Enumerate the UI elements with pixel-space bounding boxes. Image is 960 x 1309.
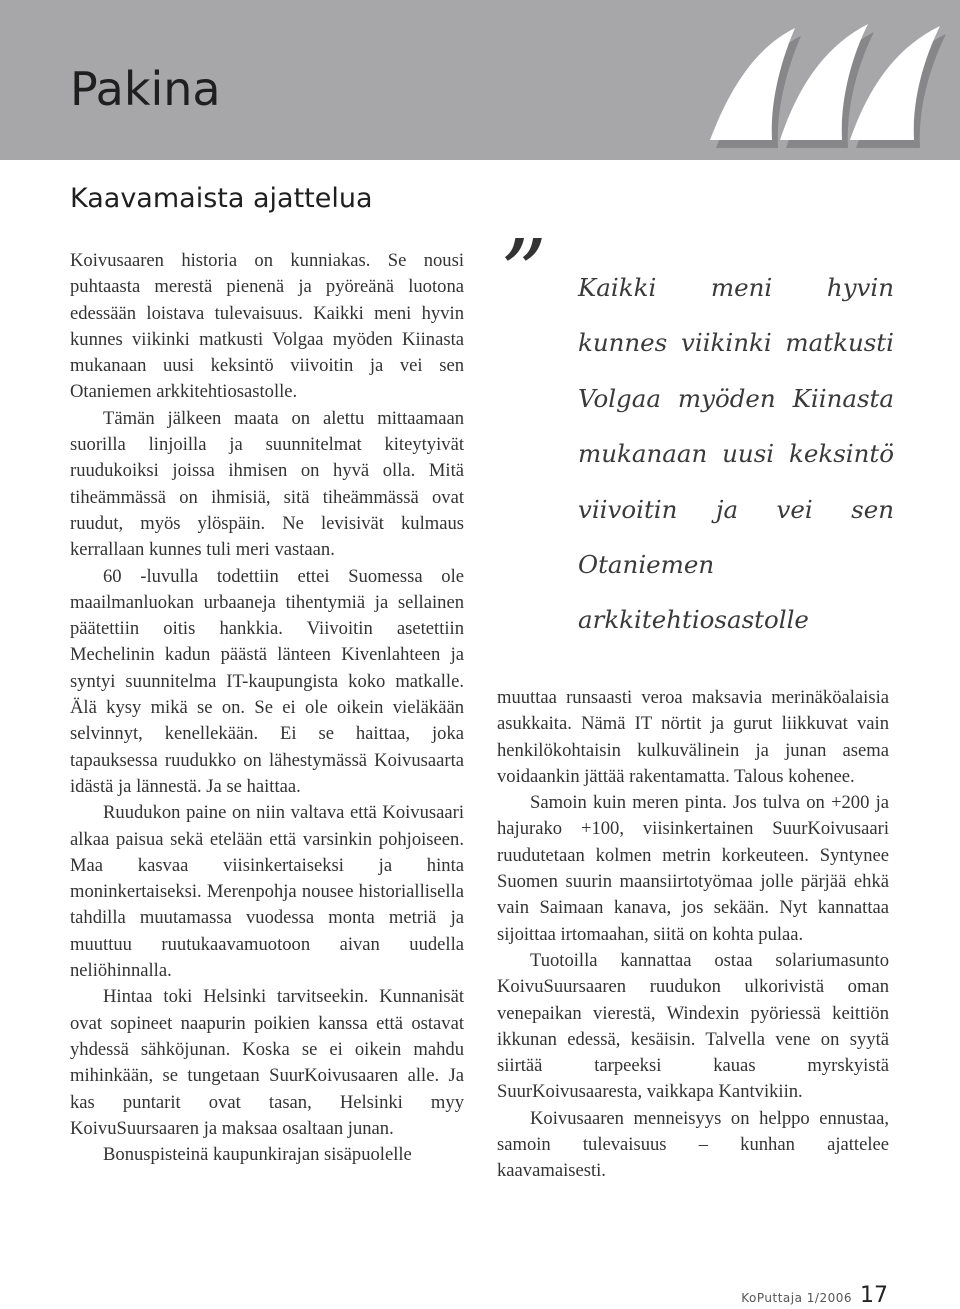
page-footer — [741, 1283, 888, 1308]
page-number: 17 — [860, 1283, 888, 1308]
header-band — [0, 0, 960, 160]
article-column-right — [497, 685, 889, 1185]
section-title: Pakina — [70, 62, 221, 116]
paragraph: Koivusaaren historia on kunniakas. Se nousi puhtaasta merestä pienenä ja pyöreänä luotona edessään loistava tulevaisuus. Kaikki meni hyvin kunnes viikinki matkusti Volgaa myöden Kiinasta mukanaan uusi keksintö viivoitin ja vei sen Otaniemen arkkitehtiosastolle. — [70, 250, 464, 403]
paragraph: muuttaa runsaasti veroa maksavia merinäköalaisia asukkaita. Nämä IT nörtit ja gurut liikkuvat vain henkilökohtaisin kulkuvälinein ja junan asema voidaankin jättää rakentamatta. Talous kohenee. — [497, 687, 889, 787]
pull-quote: Kaikki meni hyvin kunnes viikinki matkusti Volgaa myöden Kiinasta mukanaan uusi keksintö viivoitin ja vei sen Otaniemen arkkitehtiosastolle — [578, 273, 894, 635]
quote-mark-icon: ” — [500, 220, 548, 327]
viking-sails-logo — [700, 8, 960, 148]
paragraph: Bonuspisteinä kaupunkirajan sisäpuolelle — [103, 1144, 412, 1166]
paragraph: Tuotoilla kannattaa ostaa solariumasunto KoivuSuursaaren ruudukon ulkorivistä oman venepaikan vierestä, Windexin pyöriessä keittiön ikkunan edessä, kesäisin. Talvella vene on syytä siirtää tarpeeksi kauas myrskyistä SuurKoivusaaresta, vaikkapa Kantvikiin. — [497, 949, 889, 1103]
paragraph: Tämän jälkeen maata on alettu mittaamaan suorilla linjoilla ja suunnitelmat kiteytyivät ruudukoiksi joissa ihmisen on hyvä olla. Mitä tiheämmässä on ihmisiä, sitä tiheämmässä ovat ruudut, myös ylöspäin. Ne levisivät kulmaus kerrallaan kunnes tuli meri vastaan. — [70, 407, 464, 561]
paragraph: 60 -luvulla todettiin ettei Suomessa ole maailmanluokan urbaaneja tihentymiä ja sellainen päätettiin oitis hankkia. Viivoitin asetettiin Mechelinin kadun päästä länteen Kivenlahteen ja syntyi suunnitelma IT-kaupungista koko matkalle. Älä kysy mikä se on. Se ei ole oikein vieläkään selvinnyt, kenellekään. Ei se haittaa, joka tapauksessa ruudukko on lähestymässä Koivusaarta idästä ja lännestä. Ja se haittaa. — [70, 565, 464, 797]
publication-name: KoPuttaja 1/2006 — [741, 1291, 852, 1305]
article-title: Kaavamaista ajattelua — [70, 183, 373, 214]
article-column-left — [70, 248, 464, 1168]
paragraph: Koivusaaren menneisyys on helppo ennustaa, samoin tulevaisuus – kunhan ajattelee kaavamaisesti. — [497, 1107, 889, 1182]
paragraph: Hintaa toki Helsinki tarvitseekin. Kunnanisät ovat sopineet naapurin poikien kanssa että ostavat yhdessä sähköjunan. Koska se ei oikein mahdu mihinkään, se tungetaan SuurKoivusaaren alle. Ja kas puntarit ovat tasan, Helsinki myy KoivuSuursaaren ja maksaa osaltaan junan. — [70, 986, 464, 1139]
paragraph: Samoin kuin meren pinta. Jos tulva on +200 ja hajurako +100, viisinkertainen SuurKoivusaari ruudutetaan kolmen metrin korkeuteen. Syntynee Suomen suurin maansiirtotyömaa jolle pärjää ehkä vain Saimaan kanava, jos sekään. Nyt kannattaa sijoittaa irtomaahan, siitä on kohta pulaa. — [497, 792, 889, 945]
paragraph: Ruudukon paine on niin valtava että Koivusaari alkaa paisua sekä etelään että varsinkin pohjoiseen. Maa kasvaa viisinkertaiseksi ja hinta moninkertaiseksi. Merenpohja nousee historiallisella tahdilla muutamassa vuodessa monta metriä ja muuttuu ruutukaavamuotoon aivan uudella neliöhinnalla. — [70, 802, 464, 982]
